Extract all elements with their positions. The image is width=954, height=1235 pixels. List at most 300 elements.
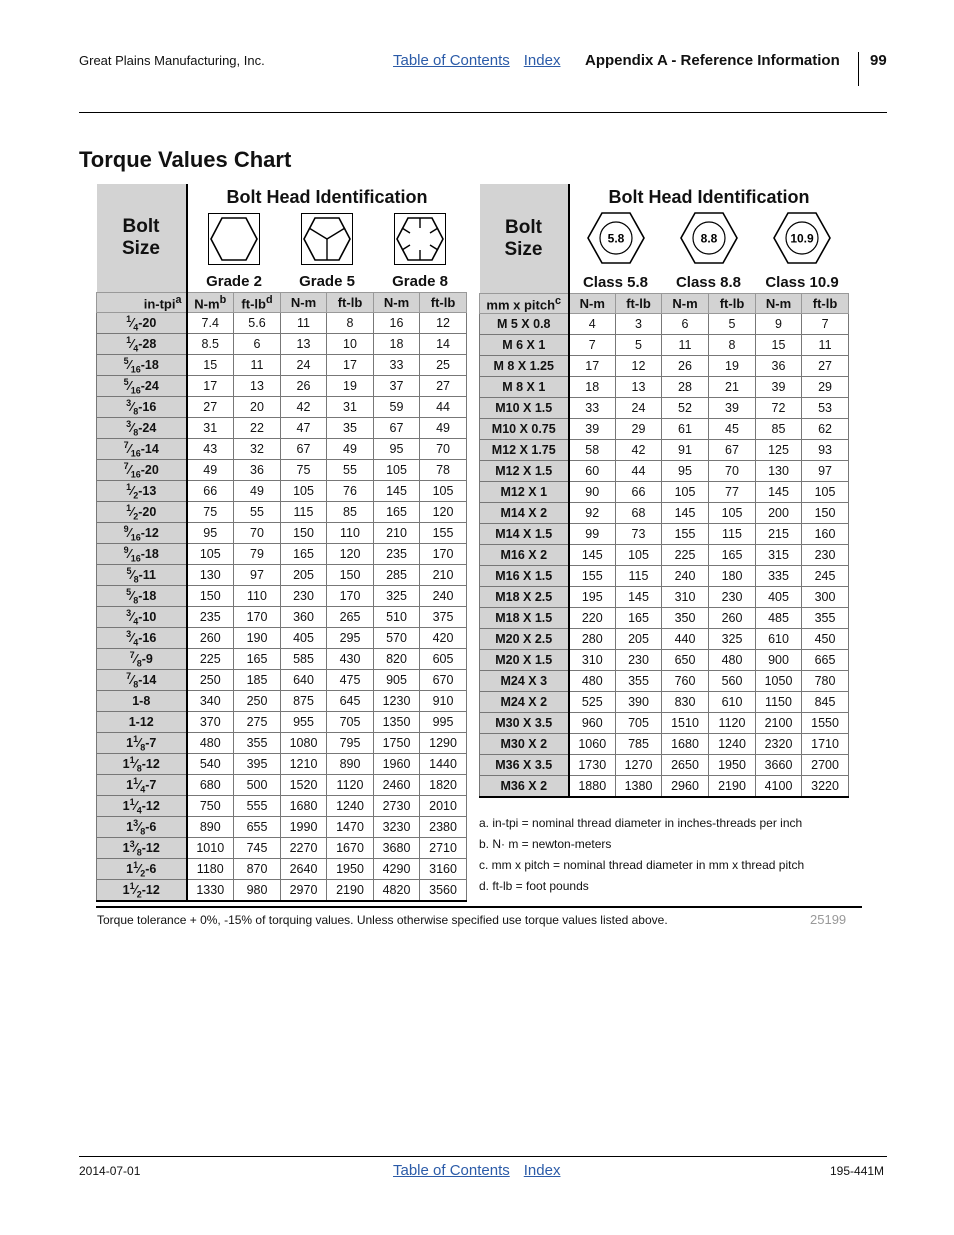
- torque-value: 265: [327, 607, 374, 628]
- torque-value: 105: [281, 481, 327, 502]
- torque-value: 680: [187, 775, 234, 796]
- table-row: [97, 817, 467, 838]
- torque-value: 97: [234, 565, 281, 586]
- size-whole: 1: [126, 777, 134, 792]
- torque-value: 31: [187, 418, 234, 439]
- torque-value: 62: [802, 419, 849, 440]
- torque-value: 11: [802, 335, 849, 356]
- size-thread: -18: [140, 546, 159, 561]
- torque-value: 3230: [374, 817, 420, 838]
- torque-value: 440: [662, 629, 709, 650]
- torque-value: 500: [234, 775, 281, 796]
- torque-value: 1120: [709, 713, 756, 734]
- table-row: [97, 418, 467, 439]
- torque-value: 24: [281, 355, 327, 376]
- bolt-size-cell: M 5 X 0.8: [480, 314, 569, 335]
- torque-value: 1240: [709, 734, 756, 755]
- index-link[interactable]: Index: [523, 52, 561, 69]
- bolt-size-header: [97, 184, 187, 293]
- fraction-slash: ⁄: [131, 504, 134, 519]
- table-row: [97, 859, 467, 880]
- unit-header-cell: ft-lb: [802, 294, 849, 314]
- torque-value: 1670: [327, 838, 374, 859]
- torque-value: 355: [616, 671, 662, 692]
- torque-value: 910: [420, 691, 467, 712]
- torque-value: 18: [374, 334, 420, 355]
- torque-value: 165: [616, 608, 662, 629]
- table-row: [480, 545, 849, 566]
- bolt-size-cell: [97, 313, 187, 334]
- torque-value: 215: [756, 524, 802, 545]
- table-of-contents-link[interactable]: Table of Contents: [393, 52, 510, 69]
- torque-value: 1440: [420, 754, 467, 775]
- bolt-size-cell: [97, 775, 187, 796]
- torque-value: 55: [327, 460, 374, 481]
- torque-value: 105: [709, 503, 756, 524]
- unit-header-cell: ft-lb: [709, 294, 756, 314]
- torque-value: 59: [374, 397, 420, 418]
- size-numerator: 1: [126, 334, 132, 345]
- torque-value: 105: [616, 545, 662, 566]
- size-whole: 1: [122, 798, 130, 813]
- torque-value: 42: [281, 397, 327, 418]
- torque-value: 115: [709, 524, 756, 545]
- torque-value: 2190: [327, 880, 374, 902]
- size-denominator: 4: [140, 784, 146, 795]
- bolt-size-cell: [97, 817, 187, 838]
- fraction-slash: ⁄: [128, 546, 131, 561]
- torque-value: 780: [802, 671, 849, 692]
- bolt-size-label-line1: Bolt: [505, 216, 542, 238]
- table-row: [480, 692, 849, 713]
- bolt-size-cell: [97, 502, 187, 523]
- torque-value: 955: [281, 712, 327, 733]
- bolt-size-label-line1: Bolt: [122, 216, 160, 237]
- size-numerator: 3: [126, 607, 132, 618]
- table-row: [97, 796, 467, 817]
- torque-value: 905: [374, 670, 420, 691]
- size-numerator: 1: [133, 775, 139, 786]
- torque-value: 145: [569, 545, 616, 566]
- torque-value: 480: [187, 733, 234, 754]
- torque-value: 210: [374, 523, 420, 544]
- torque-value: 32: [234, 439, 281, 460]
- torque-value: 3680: [374, 838, 420, 859]
- torque-value: 995: [420, 712, 467, 733]
- bolt-size-cell: M20 X 1.5: [480, 650, 569, 671]
- table-row: [97, 838, 467, 859]
- fraction-slash: ⁄: [128, 357, 131, 372]
- bolt-size-cell: M10 X 0.75: [480, 419, 569, 440]
- unit-footnote-mark: d: [265, 293, 273, 306]
- torque-value: 250: [187, 670, 234, 691]
- torque-value: 13: [234, 376, 281, 397]
- size-numerator: 1: [129, 880, 135, 891]
- size-thread: -7: [145, 735, 157, 750]
- torque-value: 315: [756, 545, 802, 566]
- torque-value: 15: [756, 335, 802, 356]
- table-row: [480, 713, 849, 734]
- torque-value: 230: [709, 587, 756, 608]
- torque-value: 150: [802, 503, 849, 524]
- footnote-d: d. ft-lb = foot pounds: [479, 879, 589, 893]
- size-numerator: 9: [123, 523, 129, 534]
- torque-value: 300: [802, 587, 849, 608]
- bolt-size-cell: M16 X 1.5: [480, 566, 569, 587]
- torque-value: 170: [420, 544, 467, 565]
- bolt-size-cell: M18 X 1.5: [480, 608, 569, 629]
- torque-value: 99: [569, 524, 616, 545]
- size-thread: -16: [138, 399, 157, 414]
- torque-value: 93: [802, 440, 849, 461]
- size-denominator: 4: [133, 637, 139, 648]
- table-row: [480, 503, 849, 524]
- size-numerator: 1: [126, 313, 132, 324]
- size-numerator: 5: [126, 586, 132, 597]
- size-denominator: 8: [133, 679, 139, 690]
- torque-value: 555: [234, 796, 281, 817]
- torque-value: 39: [709, 398, 756, 419]
- size-denominator: 2: [136, 889, 142, 900]
- torque-value: 120: [327, 544, 374, 565]
- torque-value: 47: [281, 418, 327, 439]
- class-10-9-mark: [756, 210, 849, 269]
- torque-value: 25: [420, 355, 467, 376]
- torque-value: 1550: [802, 713, 849, 734]
- size-numerator: 3: [126, 628, 132, 639]
- torque-value: 105: [420, 481, 467, 502]
- table-row: [97, 628, 467, 649]
- footer-rule: [79, 1156, 887, 1157]
- torque-value: 15: [187, 355, 234, 376]
- bolt-size-cell: M12 X 1.5: [480, 461, 569, 482]
- table-row: [97, 481, 467, 502]
- torque-value: 130: [756, 461, 802, 482]
- bolt-size-cell: [97, 670, 187, 691]
- torque-value: 7.4: [187, 313, 234, 334]
- unit-header-cell: N-m: [662, 294, 709, 314]
- torque-value: 150: [281, 523, 327, 544]
- torque-value: 325: [374, 586, 420, 607]
- torque-value: 85: [327, 502, 374, 523]
- torque-value: 1350: [374, 712, 420, 733]
- torque-value: 1210: [281, 754, 327, 775]
- torque-value: 2190: [709, 776, 756, 798]
- unit-header-cell: N-m: [569, 294, 616, 314]
- table-row: [97, 523, 467, 544]
- torque-value: 2460: [374, 775, 420, 796]
- torque-value: 230: [802, 545, 849, 566]
- size-whole: 1: [126, 819, 134, 834]
- metric-torque-table: [479, 184, 849, 798]
- size-denominator: 2: [133, 511, 139, 522]
- torque-value: 360: [281, 607, 327, 628]
- size-denominator: 2: [140, 868, 146, 879]
- footer-table-of-contents-link[interactable]: Table of Contents: [393, 1162, 510, 1179]
- torque-value: 67: [281, 439, 327, 460]
- size-thread: -12: [141, 840, 160, 855]
- table-row: [480, 461, 849, 482]
- table-row: [97, 334, 467, 355]
- torque-value: 49: [187, 460, 234, 481]
- bolt-size-cell: M 8 X 1: [480, 377, 569, 398]
- torque-value: 430: [327, 649, 374, 670]
- torque-value: 20: [234, 397, 281, 418]
- torque-value: 1270: [616, 755, 662, 776]
- torque-value: 120: [420, 502, 467, 523]
- bolt-size-cell: [97, 838, 187, 859]
- torque-value: 200: [756, 503, 802, 524]
- table-row: [97, 649, 467, 670]
- torque-value: 570: [374, 628, 420, 649]
- bolt-size-cell: [97, 649, 187, 670]
- size-thread: -13: [138, 483, 157, 498]
- torque-value: 95: [662, 461, 709, 482]
- grade-8-mark: [374, 210, 467, 268]
- torque-value: 44: [420, 397, 467, 418]
- torque-value: 92: [569, 503, 616, 524]
- torque-value: 235: [374, 544, 420, 565]
- size-thread: -12: [141, 882, 160, 897]
- torque-value: 1150: [756, 692, 802, 713]
- bolt-size-cell: M20 X 2.5: [480, 629, 569, 650]
- torque-value: 27: [802, 356, 849, 377]
- table-row: [97, 502, 467, 523]
- torque-value: 1820: [420, 775, 467, 796]
- size-numerator: 3: [129, 838, 135, 849]
- torque-value: 66: [616, 482, 662, 503]
- torque-value: 960: [569, 713, 616, 734]
- torque-value: 1510: [662, 713, 709, 734]
- torque-value: 845: [802, 692, 849, 713]
- bolt-size-cell: [97, 334, 187, 355]
- torque-value: 655: [234, 817, 281, 838]
- unit-header-cell: [281, 293, 327, 313]
- torque-value: 110: [327, 523, 374, 544]
- torque-value: 2640: [281, 859, 327, 880]
- size-whole: 1: [122, 840, 130, 855]
- size-numerator: 7: [123, 460, 129, 471]
- table-row: [97, 439, 467, 460]
- torque-value: 275: [234, 712, 281, 733]
- torque-value: 17: [327, 355, 374, 376]
- torque-value: 705: [327, 712, 374, 733]
- torque-value: 485: [756, 608, 802, 629]
- torque-value: 205: [616, 629, 662, 650]
- section-title: Appendix A - Reference Information: [585, 52, 840, 69]
- bolt-size-cell: [97, 796, 187, 817]
- grade-8-bolt-head-icon: [394, 213, 446, 265]
- footer-index-link[interactable]: Index: [523, 1162, 561, 1179]
- torque-value: 42: [616, 440, 662, 461]
- unit-header-cell: N-m: [756, 294, 802, 314]
- grade-2-label: Grade 2: [187, 268, 281, 293]
- table-row: [480, 566, 849, 587]
- torque-value: 1180: [187, 859, 234, 880]
- torque-value: 1730: [569, 755, 616, 776]
- bolt-size-cell: [97, 418, 187, 439]
- torque-value: 2010: [420, 796, 467, 817]
- torque-value: 13: [281, 334, 327, 355]
- size-numerator: 7: [129, 649, 135, 660]
- size-denominator: 16: [130, 469, 141, 480]
- torque-value: 67: [709, 440, 756, 461]
- torque-value: 110: [234, 586, 281, 607]
- size-numerator: 5: [126, 565, 132, 576]
- size-whole: 1-12: [128, 715, 154, 729]
- torque-value: 1290: [420, 733, 467, 754]
- table-row: [97, 670, 467, 691]
- fraction-slash: ⁄: [134, 882, 137, 897]
- size-denominator: 8: [133, 595, 139, 606]
- header-nav: [393, 52, 560, 69]
- size-thread: -20: [138, 315, 157, 330]
- bolt-size-cell: M16 X 2: [480, 545, 569, 566]
- torque-value: 705: [616, 713, 662, 734]
- unit-text: ft-lb: [430, 295, 456, 310]
- torque-value: 160: [802, 524, 849, 545]
- torque-value: 19: [327, 376, 374, 397]
- torque-value: 480: [569, 671, 616, 692]
- torque-value: 95: [374, 439, 420, 460]
- torque-value: 36: [234, 460, 281, 481]
- torque-value: 1380: [616, 776, 662, 798]
- size-denominator: 2: [133, 490, 139, 501]
- table-row: [97, 775, 467, 796]
- torque-value: 670: [420, 670, 467, 691]
- torque-value: 79: [234, 544, 281, 565]
- torque-value: 5: [709, 314, 756, 335]
- torque-value: 3: [616, 314, 662, 335]
- size-denominator: 8: [133, 574, 139, 585]
- torque-value: 585: [281, 649, 327, 670]
- torque-value: 17: [569, 356, 616, 377]
- table-row: [97, 376, 467, 397]
- fraction-slash: ⁄: [131, 630, 134, 645]
- size-numerator: 1: [129, 796, 135, 807]
- torque-value: 61: [662, 419, 709, 440]
- size-numerator: 5: [123, 376, 129, 387]
- torque-value: 650: [662, 650, 709, 671]
- torque-value: 890: [327, 754, 374, 775]
- size-thread: -7: [145, 777, 157, 792]
- torque-value: 370: [187, 712, 234, 733]
- torque-value: 405: [281, 628, 327, 649]
- torque-value: 245: [802, 566, 849, 587]
- torque-value: 125: [756, 440, 802, 461]
- torque-value: 17: [187, 376, 234, 397]
- torque-value: 2650: [662, 755, 709, 776]
- torque-value: 420: [420, 628, 467, 649]
- fraction-slash: ⁄: [138, 735, 141, 750]
- torque-value: 8.5: [187, 334, 234, 355]
- size-thread: -6: [145, 819, 157, 834]
- torque-value: 1520: [281, 775, 327, 796]
- bolt-size-cell: [97, 439, 187, 460]
- unit-header-cell: ft-lb: [616, 294, 662, 314]
- torque-value: 21: [709, 377, 756, 398]
- torque-value: 295: [327, 628, 374, 649]
- size-denominator: 8: [140, 742, 146, 753]
- class-8-8-bolt-head-icon: [679, 210, 739, 266]
- torque-value: 240: [420, 586, 467, 607]
- bolt-size-cell: M 6 X 1: [480, 335, 569, 356]
- size-denominator: 8: [136, 658, 142, 669]
- size-thread: -12: [141, 798, 160, 813]
- grade-8-label: Grade 8: [392, 273, 448, 290]
- torque-value: 27: [420, 376, 467, 397]
- torque-value: 8: [327, 313, 374, 334]
- torque-value: 3160: [420, 859, 467, 880]
- torque-value: 75: [187, 502, 234, 523]
- torque-value: 66: [187, 481, 234, 502]
- bolt-size-cell: [97, 880, 187, 902]
- torque-value: 195: [569, 587, 616, 608]
- class-5-8-label: Class 5.8: [569, 269, 662, 294]
- torque-value: 230: [616, 650, 662, 671]
- torque-value: 475: [327, 670, 374, 691]
- torque-value: 33: [569, 398, 616, 419]
- torque-value: 31: [327, 397, 374, 418]
- torque-value: 250: [234, 691, 281, 712]
- torque-value: 1230: [374, 691, 420, 712]
- torque-value: 97: [802, 461, 849, 482]
- torque-value: 540: [187, 754, 234, 775]
- size-thread: -14: [138, 672, 157, 687]
- torque-value: 150: [327, 565, 374, 586]
- torque-value: 1710: [802, 734, 849, 755]
- bolt-size-cell: M 8 X 1.25: [480, 356, 569, 377]
- torque-value: 75: [281, 460, 327, 481]
- torque-tolerance-note: Torque tolerance + 0%, -15% of torquing values. Unless otherwise specified use torque values listed above.: [97, 913, 668, 927]
- size-thread: -12: [141, 756, 160, 771]
- torque-value: 795: [327, 733, 374, 754]
- fraction-slash: ⁄: [138, 819, 141, 834]
- bolt-head-id-header: Bolt Head Identification: [187, 184, 467, 210]
- torque-value: 11: [281, 313, 327, 334]
- torque-value: 480: [709, 650, 756, 671]
- torque-value: 4100: [756, 776, 802, 798]
- torque-value: 67: [374, 418, 420, 439]
- torque-value: 39: [756, 377, 802, 398]
- unit-header-cell: [187, 293, 234, 313]
- fraction-slash: ⁄: [134, 756, 137, 771]
- torque-value: 1960: [374, 754, 420, 775]
- torque-value: 2710: [420, 838, 467, 859]
- size-denominator: 4: [133, 616, 139, 627]
- fraction-slash: ⁄: [138, 861, 141, 876]
- torque-value: 60: [569, 461, 616, 482]
- torque-value: 85: [756, 419, 802, 440]
- table-row: [480, 482, 849, 503]
- torque-value: 7: [569, 335, 616, 356]
- torque-value: 785: [616, 734, 662, 755]
- size-denominator: 4: [133, 322, 139, 333]
- torque-value: 155: [420, 523, 467, 544]
- torque-value: 76: [327, 481, 374, 502]
- bolt-size-cell: M14 X 1.5: [480, 524, 569, 545]
- torque-value: 220: [569, 608, 616, 629]
- torque-value: 35: [327, 418, 374, 439]
- grade-5-bolt-head-icon: [301, 213, 353, 265]
- torque-value: 900: [756, 650, 802, 671]
- torque-value: 16: [374, 313, 420, 334]
- class-10-9-label: Class 10.9: [765, 274, 839, 291]
- torque-value: 6: [234, 334, 281, 355]
- size-unit-text: mm x pitch: [486, 297, 556, 313]
- table-row: [97, 586, 467, 607]
- torque-value: 820: [374, 649, 420, 670]
